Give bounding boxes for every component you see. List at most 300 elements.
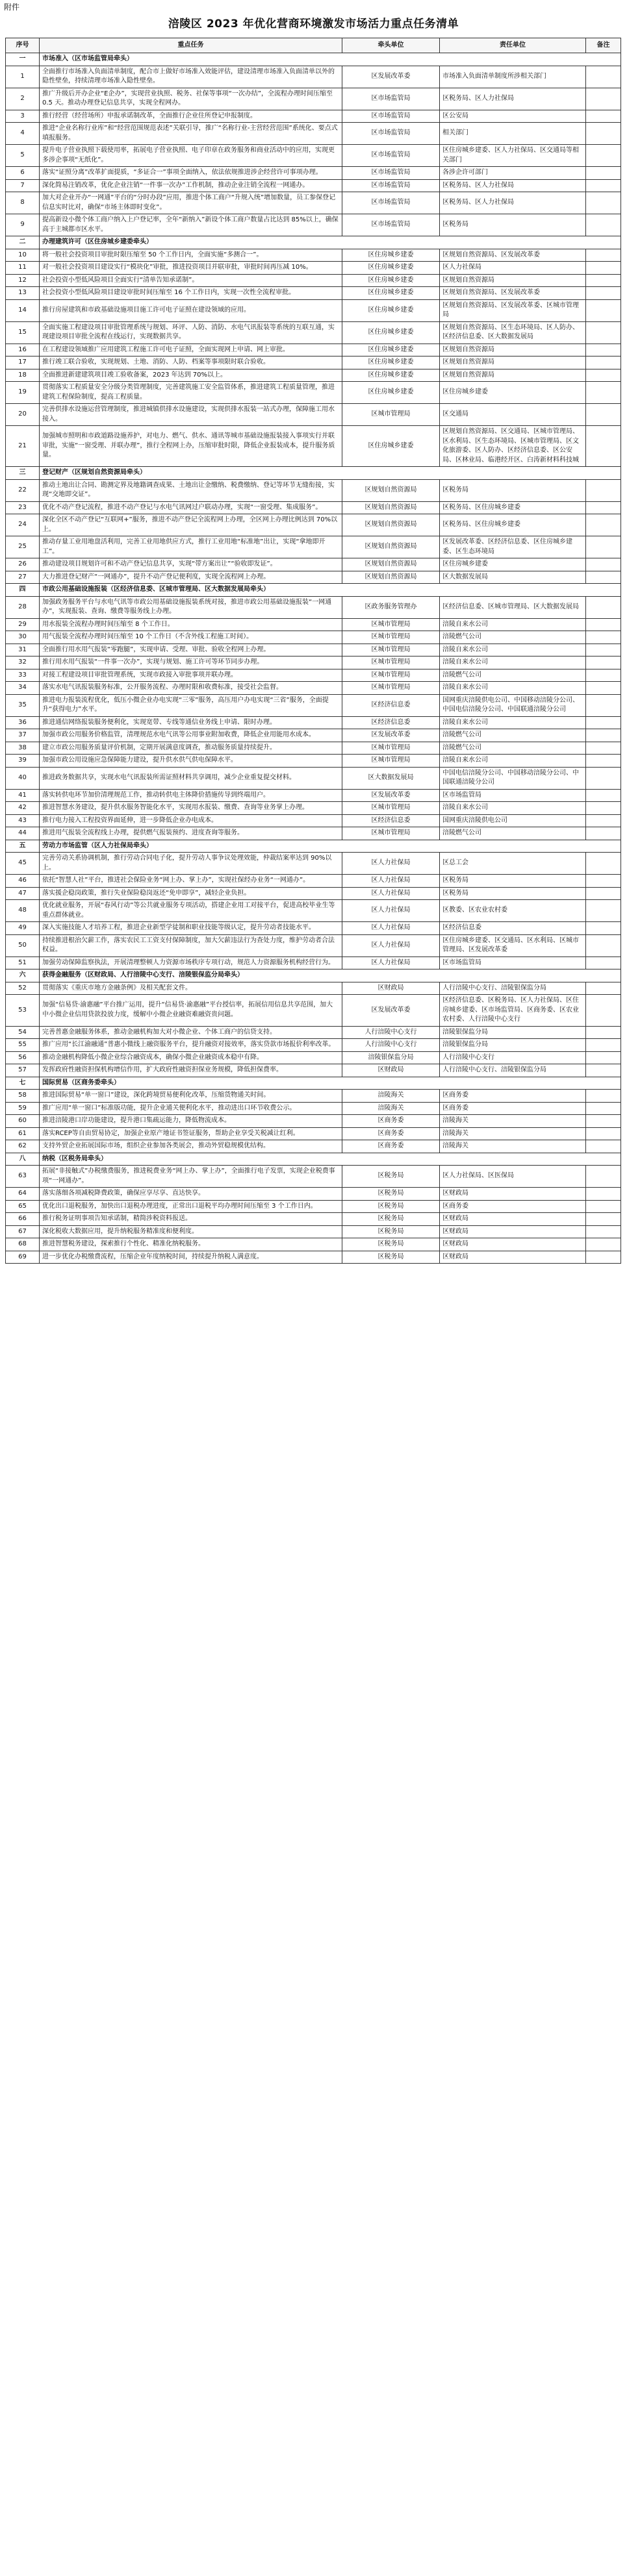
table-row: [6, 274, 621, 287]
remark-cell: [586, 1200, 621, 1213]
remark-cell: [586, 1115, 621, 1128]
responsible-units: 涪陵自来水公司: [440, 657, 586, 669]
table-row: [6, 123, 621, 145]
lead-unit: 区税务局: [342, 1166, 440, 1188]
remark-cell: [586, 501, 621, 514]
table-row: [6, 536, 621, 558]
lead-unit: 区城市管理局: [342, 404, 440, 426]
remark-cell: [586, 192, 621, 214]
lead-unit: 区市场监管局: [342, 214, 440, 236]
lead-unit: 区人力社保局: [342, 900, 440, 922]
table-row: [6, 1200, 621, 1213]
task-description: 贯彻落实工程质量安全分级分类管理制度，完善建筑施工安全监管体系，推进建筑工程质量管理，推进建筑工程保险制度，提高工程质量。: [40, 382, 342, 404]
task-description: 完善劳动关系协调机制，推行劳动合同电子化，提升劳动人事争议处理效能，仲裁结案率达到 90%以上。: [40, 853, 342, 875]
task-description: 进一步优化办税缴费流程，压缩企业年度纳税时间，持续提升纳税人满意度。: [40, 1251, 342, 1264]
responsible-units: 区住房城乡建委: [440, 382, 586, 404]
responsible-units: 区规划自然资源局、区发展改革委、区城市管理局: [440, 299, 586, 321]
section-number: 六: [6, 969, 40, 982]
lead-unit: 区经济信息委: [342, 814, 440, 827]
table-row: [6, 1188, 621, 1201]
remark-cell: [586, 631, 621, 644]
responsible-units: 人行涪陵中心支行、涪陵银保监分局: [440, 982, 586, 995]
table-row: [6, 1225, 621, 1238]
task-description: 落实落细各项减税降费政策，确保应享尽享、直达快享。: [40, 1188, 342, 1201]
task-description: 社会投资小型低风险项目全面实行“清单告知承诺制”。: [40, 274, 342, 287]
table-row: [6, 755, 621, 768]
responsible-units: 区发展改革委、区经济信息委、区住房城乡建委、区生态环境局: [440, 536, 586, 558]
task-number: 43: [6, 814, 40, 827]
lead-unit: 区规划自然资源局: [342, 558, 440, 571]
responsible-units: 区商务委: [440, 1200, 586, 1213]
page-title: 涪陵区 2023 年优化营商环境激发市场活力重点任务清单: [168, 18, 459, 31]
responsible-units: 涪陵海关: [440, 1115, 586, 1128]
task-number: 33: [6, 669, 40, 682]
lead-unit: 区发展改革委: [342, 995, 440, 1027]
task-description: 深入实施技能人才培养工程，推进企业新型学徒制和职业技能等级认定，提升劳动者技能水平。: [40, 922, 342, 935]
task-table: [5, 38, 621, 1264]
task-number: 69: [6, 1251, 40, 1264]
task-description: 推行税务证明事项告知承诺制，精简涉税资料报送。: [40, 1213, 342, 1226]
task-description: 优化不动产登记流程，推进不动产登记与水电气讯网过户联动办理，实现“一窗受理、集成服务”。: [40, 501, 342, 514]
task-number: 37: [6, 729, 40, 742]
lead-unit: 区城市管理局: [342, 669, 440, 682]
table-row: [6, 179, 621, 192]
table-row: [6, 1166, 621, 1188]
lead-unit: 区住房城乡建委: [342, 382, 440, 404]
task-number: 48: [6, 900, 40, 922]
lead-unit: 区税务局: [342, 1213, 440, 1226]
responsible-units: 市场准入负面清单制度所涉相关部门: [440, 66, 586, 88]
remark-cell: [586, 1127, 621, 1140]
remark-cell: [586, 742, 621, 755]
section-title: 市场准入（区市场监管局牵头）: [40, 53, 621, 66]
lead-unit: 区住房城乡建委: [342, 321, 440, 344]
task-number: 61: [6, 1127, 40, 1140]
responsible-units: 涪陵燃气公司: [440, 631, 586, 644]
lead-unit: 区住房城乡建委: [342, 369, 440, 382]
remark-cell: [586, 479, 621, 501]
task-description: 推动存量工业用地盘活利用，完善工业用地供应方式，推行工业用地“标准地”出让，实现“拿地即开工”。: [40, 536, 342, 558]
task-number: 52: [6, 982, 40, 995]
task-description: 推进电力报装流程优化，低压小微企业办电实现“三零”服务，高压用户办电实现“三省”服务，全面提升“获得电力”水平。: [40, 694, 342, 716]
section-row: [6, 1077, 621, 1090]
lead-unit: 区人力社保局: [342, 887, 440, 900]
lead-unit: 区城市管理局: [342, 827, 440, 840]
task-number: 20: [6, 404, 40, 426]
task-number: 10: [6, 249, 40, 262]
task-description: 将一般社会投资项目审批时限压缩至 50 个工作日内，全面实施“多测合一”。: [40, 249, 342, 262]
header-number: 序号: [6, 38, 40, 53]
section-number: 八: [6, 1153, 40, 1166]
remark-cell: [586, 669, 621, 682]
task-number: 36: [6, 716, 40, 729]
table-row: [6, 356, 621, 369]
table-row: [6, 426, 621, 467]
table-row: [6, 802, 621, 815]
responsible-units: 区总工会: [440, 853, 586, 875]
lead-unit: 人行涪陵中心支行: [342, 1039, 440, 1052]
table-row: [6, 1051, 621, 1064]
table-row: [6, 514, 621, 536]
task-description: 完善普惠金融服务体系，推动金融机构加大对小微企业、个体工商户的信贷支持。: [40, 1026, 342, 1039]
section-title: 纳税（区税务局牵头）: [40, 1153, 621, 1166]
remark-cell: [586, 214, 621, 236]
responsible-units: 区经济信息委: [440, 922, 586, 935]
remark-cell: [586, 1140, 621, 1153]
lead-unit: 区商务委: [342, 1127, 440, 1140]
remark-cell: [586, 982, 621, 995]
lead-unit: 涪陵银保监分局: [342, 1051, 440, 1064]
task-number: 44: [6, 827, 40, 840]
table-row: [6, 934, 621, 957]
task-description: 推行电力接入工程投资界面延伸，进一步降低企业办电成本。: [40, 814, 342, 827]
responsible-units: 各涉企许可部门: [440, 167, 586, 180]
table-row: [6, 694, 621, 716]
remark-cell: [586, 1225, 621, 1238]
responsible-units: 涪陵燃气公司: [440, 742, 586, 755]
responsible-units: 区规划自然资源局: [440, 274, 586, 287]
lead-unit: 涪陵海关: [342, 1090, 440, 1103]
header-remark: 备注: [586, 38, 621, 53]
remark-cell: [586, 404, 621, 426]
responsible-units: 涪陵自来水公司: [440, 802, 586, 815]
remark-cell: [586, 382, 621, 404]
task-number: 58: [6, 1090, 40, 1103]
task-description: 大力推进登记财产“一网通办”，提升不动产登记便利度，实现全流程网上办理。: [40, 571, 342, 584]
task-number: 32: [6, 657, 40, 669]
responsible-units: 区规划自然资源局: [440, 344, 586, 356]
lead-unit: 区市场监管局: [342, 88, 440, 110]
task-description: 推动金融机构降低小微企业综合融资成本，确保小微企业融资成本稳中有降。: [40, 1051, 342, 1064]
task-description: 对一般社会投资项目建设实行“模块化”审批，推进投资项目并联审批，审批时间再压减 10%。: [40, 262, 342, 275]
responsible-units: 区财政局: [440, 1213, 586, 1226]
task-number: 9: [6, 214, 40, 236]
task-description: 拓展“非接触式”办税缴费服务，推进税费业务“网上办、掌上办”，全面推行电子发票，实现企业税费事项“一网通办”。: [40, 1166, 342, 1188]
remark-cell: [586, 287, 621, 300]
lead-unit: 区规划自然资源局: [342, 514, 440, 536]
table-row: [6, 214, 621, 236]
remark-cell: [586, 66, 621, 88]
responsible-units: 区规划自然资源局、区发展改革委: [440, 249, 586, 262]
responsible-units: 区交通局: [440, 404, 586, 426]
section-row: [6, 584, 621, 597]
remark-cell: [586, 1051, 621, 1064]
remark-cell: [586, 875, 621, 888]
remark-cell: [586, 167, 621, 180]
task-description: 推广应用“长江渝融通”普惠小微线上融资服务平台，提升融资对接效率，落实贷款市场报价利率改革。: [40, 1039, 342, 1052]
task-number: 51: [6, 957, 40, 969]
responsible-units: 区税务局: [440, 875, 586, 888]
lead-unit: 区人力社保局: [342, 875, 440, 888]
lead-unit: 区市场监管局: [342, 123, 440, 145]
lead-unit: 区城市管理局: [342, 802, 440, 815]
task-number: 6: [6, 167, 40, 180]
table-row: [6, 814, 621, 827]
table-row: [6, 1090, 621, 1103]
task-description: 在工程建设领域推广应用建筑工程施工许可电子证照，全面实现网上申请、网上审批。: [40, 344, 342, 356]
table-row: [6, 1064, 621, 1077]
table-row: [6, 287, 621, 300]
task-description: 推进“企业名称行业库”和“经营范围规范表述”关联引导，推广“名称行业-主营经营范围”系统化、要点式填报服务。: [40, 123, 342, 145]
remark-cell: [586, 1238, 621, 1251]
responsible-units: 涪陵银保监分局: [440, 1039, 586, 1052]
responsible-units: 区税务局、区住房城乡建委: [440, 501, 586, 514]
task-number: 34: [6, 682, 40, 695]
section-title: 劳动力市场监管（区人力社保局牵头）: [40, 840, 621, 853]
section-number: 一: [6, 53, 40, 66]
task-description: 持续推进根治欠薪工作，落实农民工工资支付保障制度，加大欠薪违法行为查处力度，维护劳动者合法权益。: [40, 934, 342, 957]
task-number: 49: [6, 922, 40, 935]
responsible-units: 涪陵自来水公司: [440, 682, 586, 695]
table-row: [6, 1127, 621, 1140]
table-row: [6, 957, 621, 969]
responsible-units: 涪陵自来水公司: [440, 755, 586, 768]
remark-cell: [586, 995, 621, 1027]
table-row: [6, 1026, 621, 1039]
task-description: 加强市政公用设施应急保障能力建设，提升供水供气供电保障水平。: [40, 755, 342, 768]
remark-cell: [586, 802, 621, 815]
lead-unit: 区城市管理局: [342, 618, 440, 631]
table-row: [6, 875, 621, 888]
task-number: 7: [6, 179, 40, 192]
task-description: 推进通信网络报装服务便利化，实现宽带、专线等通信业务线上申请、限时办理。: [40, 716, 342, 729]
lead-unit: 区税务局: [342, 1225, 440, 1238]
table-row: [6, 1102, 621, 1115]
table-row: [6, 596, 621, 618]
task-description: 发挥政府性融资担保机构增信作用，扩大政府性融资担保业务规模，降低担保费率。: [40, 1064, 342, 1077]
lead-unit: 区住房城乡建委: [342, 344, 440, 356]
task-number: 66: [6, 1213, 40, 1226]
task-description: 推进智慧税务建设，探索推行个性化、精准化纳税服务。: [40, 1238, 342, 1251]
table-row: [6, 299, 621, 321]
lead-unit: 区城市管理局: [342, 742, 440, 755]
section-title: 获得金融服务（区财政局、人行涪陵中心支行、涪陵银保监分局牵头）: [40, 969, 621, 982]
task-number: 19: [6, 382, 40, 404]
table-row: [6, 262, 621, 275]
task-description: 全面实施工程建设项目审批管理系统与规划、环评、人防、消防、水电气讯报装等系统的互联互通，实现建设项目审批全流程在线运行，实现数据共享。: [40, 321, 342, 344]
task-description: 推进用气报装全流程线上办理，提供燃气报装预约、进度查询等服务。: [40, 827, 342, 840]
remark-cell: [586, 179, 621, 192]
task-number: 3: [6, 110, 40, 123]
responsible-units: 区经济信息委、区城市管理局、区大数据发展局: [440, 596, 586, 618]
task-number: 39: [6, 755, 40, 768]
lead-unit: 区住房城乡建委: [342, 356, 440, 369]
table-row: [6, 145, 621, 167]
task-description: 深化简易注销改革，优化企业注销“一件事一次办”工作机制，推动企业注销全流程一网通办。: [40, 179, 342, 192]
responsible-units: 区商务委: [440, 1102, 586, 1115]
task-description: 用水报装全流程办理时间压缩至 8 个工作日。: [40, 618, 342, 631]
table-row: [6, 321, 621, 344]
lead-unit: 区住房城乡建委: [342, 262, 440, 275]
responsible-units: 区教委、区农业农村委: [440, 900, 586, 922]
task-description: 依托“智慧人社”平台，推进社会保险业务“网上办、掌上办”，实现社保经办业务“一网通办”。: [40, 875, 342, 888]
lead-unit: 区发展改革委: [342, 789, 440, 802]
remark-cell: [586, 596, 621, 618]
lead-unit: 区城市管理局: [342, 755, 440, 768]
task-description: 优化出口退税服务，加快出口退税办理进度，正常出口退税平均办理时间压缩至 3 个工作日内。: [40, 1200, 342, 1213]
task-number: 55: [6, 1039, 40, 1052]
remark-cell: [586, 369, 621, 382]
remark-cell: [586, 1188, 621, 1201]
lead-unit: 区发展改革委: [342, 66, 440, 88]
remark-cell: [586, 274, 621, 287]
task-number: 53: [6, 995, 40, 1027]
task-number: 31: [6, 644, 40, 657]
remark-cell: [586, 1039, 621, 1052]
task-number: 29: [6, 618, 40, 631]
task-description: 提高新设小微个体工商户纳入上户登记率，全年“新纳入”新设个体工商户数量占比达到 85%以上，确保高于主城都市区水平。: [40, 214, 342, 236]
lead-unit: 区人力社保局: [342, 853, 440, 875]
table-row: [6, 382, 621, 404]
task-description: 对接工程建设项目审批管理系统，实现市政接入审批事项并联办理。: [40, 669, 342, 682]
responsible-units: 区财政局: [440, 1225, 586, 1238]
task-number: 57: [6, 1064, 40, 1077]
remark-cell: [586, 618, 621, 631]
section-row: [6, 53, 621, 66]
remark-cell: [586, 922, 621, 935]
responsible-units: 区财政局: [440, 1188, 586, 1201]
responsible-units: 区人力社保局、区医保局: [440, 1166, 586, 1188]
remark-cell: [586, 767, 621, 789]
task-number: 14: [6, 299, 40, 321]
responsible-units: 区住房城乡建委、区交通局、区水利局、区城市管理局、区发展改革委: [440, 934, 586, 957]
section-number: 二: [6, 236, 40, 249]
task-description: 推进涪陵港口岸功能建设，提升港口集疏运能力，降低物流成本。: [40, 1115, 342, 1128]
table-row: [6, 249, 621, 262]
responsible-units: 区规划自然资源局: [440, 356, 586, 369]
table-row: [6, 88, 621, 110]
table-row: [6, 682, 621, 695]
remark-cell: [586, 694, 621, 716]
task-number: 1: [6, 66, 40, 88]
remark-cell: [586, 249, 621, 262]
header-task: 重点任务: [40, 38, 342, 53]
task-description: 加强“信易贷·渝惠融”平台推广运用，提升“信易贷·渝惠融”平台授信率，拓展信用信息共享范围，加大中小微企业信用贷款投放力度，缓解中小微企业融资难融资贵问题。: [40, 995, 342, 1027]
remark-cell: [586, 344, 621, 356]
remark-cell: [586, 426, 621, 467]
table-row: [6, 369, 621, 382]
table-row: [6, 900, 621, 922]
lead-unit: 区人力社保局: [342, 957, 440, 969]
table-row: [6, 1213, 621, 1226]
task-description: 支持外贸企业拓展国际市场，组织企业参加各类展会，推动外贸稳规模优结构。: [40, 1140, 342, 1153]
table-row: [6, 887, 621, 900]
responsible-units: 区财政局: [440, 1238, 586, 1251]
lead-unit: 区规划自然资源局: [342, 571, 440, 584]
responsible-units: 涪陵燃气公司: [440, 827, 586, 840]
responsible-units: 区经济信息委、区税务局、区人力社保局、区住房城乡建委、区市场监管局、区商务委、区农业农村委、人行涪陵中心支行: [440, 995, 586, 1027]
task-description: 贯彻落实《重庆市地方金融条例》及相关配套文件。: [40, 982, 342, 995]
task-number: 63: [6, 1166, 40, 1188]
lead-unit: 区规划自然资源局: [342, 536, 440, 558]
lead-unit: 区市场监管局: [342, 192, 440, 214]
responsible-units: 涪陵自来水公司: [440, 716, 586, 729]
remark-cell: [586, 1213, 621, 1226]
responsible-units: 区人力社保局: [440, 262, 586, 275]
lead-unit: 区财政局: [342, 1064, 440, 1077]
task-description: 落实“证照分离”改革扩面提质，“多证合一”事项全面纳入，依法依规推进涉企经营许可事项办理。: [40, 167, 342, 180]
remark-cell: [586, 887, 621, 900]
section-title: 办理建筑许可（区住房城乡建委牵头）: [40, 236, 621, 249]
remark-cell: [586, 789, 621, 802]
task-description: 建立市政公用服务质量评价机制，定期开展满意度调查，推动服务质量持续提升。: [40, 742, 342, 755]
responsible-units: 区住房城乡建委: [440, 558, 586, 571]
section-row: [6, 840, 621, 853]
task-description: 推动土地出让合同、勘测定界及地籍调查成果、土地出让金缴纳、税费缴纳、登记等环节无缝衔接，实现“交地即交证”。: [40, 479, 342, 501]
responsible-units: 涪陵自来水公司: [440, 618, 586, 631]
task-description: 推行用水用气报装“一件事一次办”，实现与规划、施工许可等环节同步办理。: [40, 657, 342, 669]
lead-unit: 区商务委: [342, 1140, 440, 1153]
remark-cell: [586, 957, 621, 969]
task-number: 27: [6, 571, 40, 584]
section-row: [6, 969, 621, 982]
task-number: 68: [6, 1238, 40, 1251]
task-description: 深化税收大数据应用，提升纳税服务精准度和便利度。: [40, 1225, 342, 1238]
remark-cell: [586, 262, 621, 275]
task-number: 47: [6, 887, 40, 900]
task-description: 加强政务服务平台与水电气讯等市政公用基础设施报装系统对接，推进市政公用基础设施报装“一网通办”，实现报装、查询、缴费等服务线上办理。: [40, 596, 342, 618]
lead-unit: 区发展改革委: [342, 729, 440, 742]
table-row: [6, 742, 621, 755]
remark-cell: [586, 814, 621, 827]
header-responsible-unit: 责任单位: [440, 38, 586, 53]
task-number: 22: [6, 479, 40, 501]
table-row: [6, 669, 621, 682]
task-number: 18: [6, 369, 40, 382]
section-row: [6, 1153, 621, 1166]
task-description: 推行竣工联合验收，实现规划、土地、消防、人防、档案等事项限时联合验收。: [40, 356, 342, 369]
table-row: [6, 631, 621, 644]
table-row: [6, 66, 621, 88]
remark-cell: [586, 827, 621, 840]
remark-cell: [586, 1166, 621, 1188]
table-row: [6, 767, 621, 789]
responsible-units: 区规划自然资源局: [440, 369, 586, 382]
lead-unit: 区市场监管局: [342, 167, 440, 180]
task-number: 13: [6, 287, 40, 300]
task-description: 推进智慧水务建设，提升供水服务智能化水平，实现用水报装、缴费、查询等业务掌上办理。: [40, 802, 342, 815]
task-description: 加强劳动保障监察执法，开展清理整顿人力资源市场秩序专项行动，规范人力资源服务机构经营行为。: [40, 957, 342, 969]
task-number: 46: [6, 875, 40, 888]
remark-cell: [586, 145, 621, 167]
task-number: 28: [6, 596, 40, 618]
section-number: 七: [6, 1077, 40, 1090]
remark-cell: [586, 514, 621, 536]
task-description: 提升电子营业执照下载使用率，拓展电子营业执照、电子印章在政务服务和商业活动中的应用，实现更多涉企事项“无纸化”。: [40, 145, 342, 167]
lead-unit: 区税务局: [342, 1188, 440, 1201]
task-description: 社会投资小型低风险项目建设审批时间压缩至 16 个工作日内，实现一次性全流程审批。: [40, 287, 342, 300]
section-number: 五: [6, 840, 40, 853]
annex-label: 附件: [4, 3, 20, 12]
responsible-units: 区市场监管局: [440, 789, 586, 802]
task-number: 60: [6, 1115, 40, 1128]
responsible-units: 区税务局、区住房城乡建委: [440, 514, 586, 536]
responsible-units: 区住房城乡建委、区人力社保局、区交通局等相关部门: [440, 145, 586, 167]
table-row: [6, 853, 621, 875]
table-row: [6, 192, 621, 214]
responsible-units: 区税务局: [440, 887, 586, 900]
remark-cell: [586, 123, 621, 145]
table-row: [6, 1238, 621, 1251]
lead-unit: 人行涪陵中心支行: [342, 1026, 440, 1039]
lead-unit: 区住房城乡建委: [342, 299, 440, 321]
table-row: [6, 729, 621, 742]
remark-cell: [586, 644, 621, 657]
task-number: 59: [6, 1102, 40, 1115]
remark-cell: [586, 729, 621, 742]
responsible-units: 涪陵燃气公司: [440, 729, 586, 742]
responsible-units: 区规划自然资源局、区生态环境局、区人防办、区经济信息委、区大数据发展局: [440, 321, 586, 344]
